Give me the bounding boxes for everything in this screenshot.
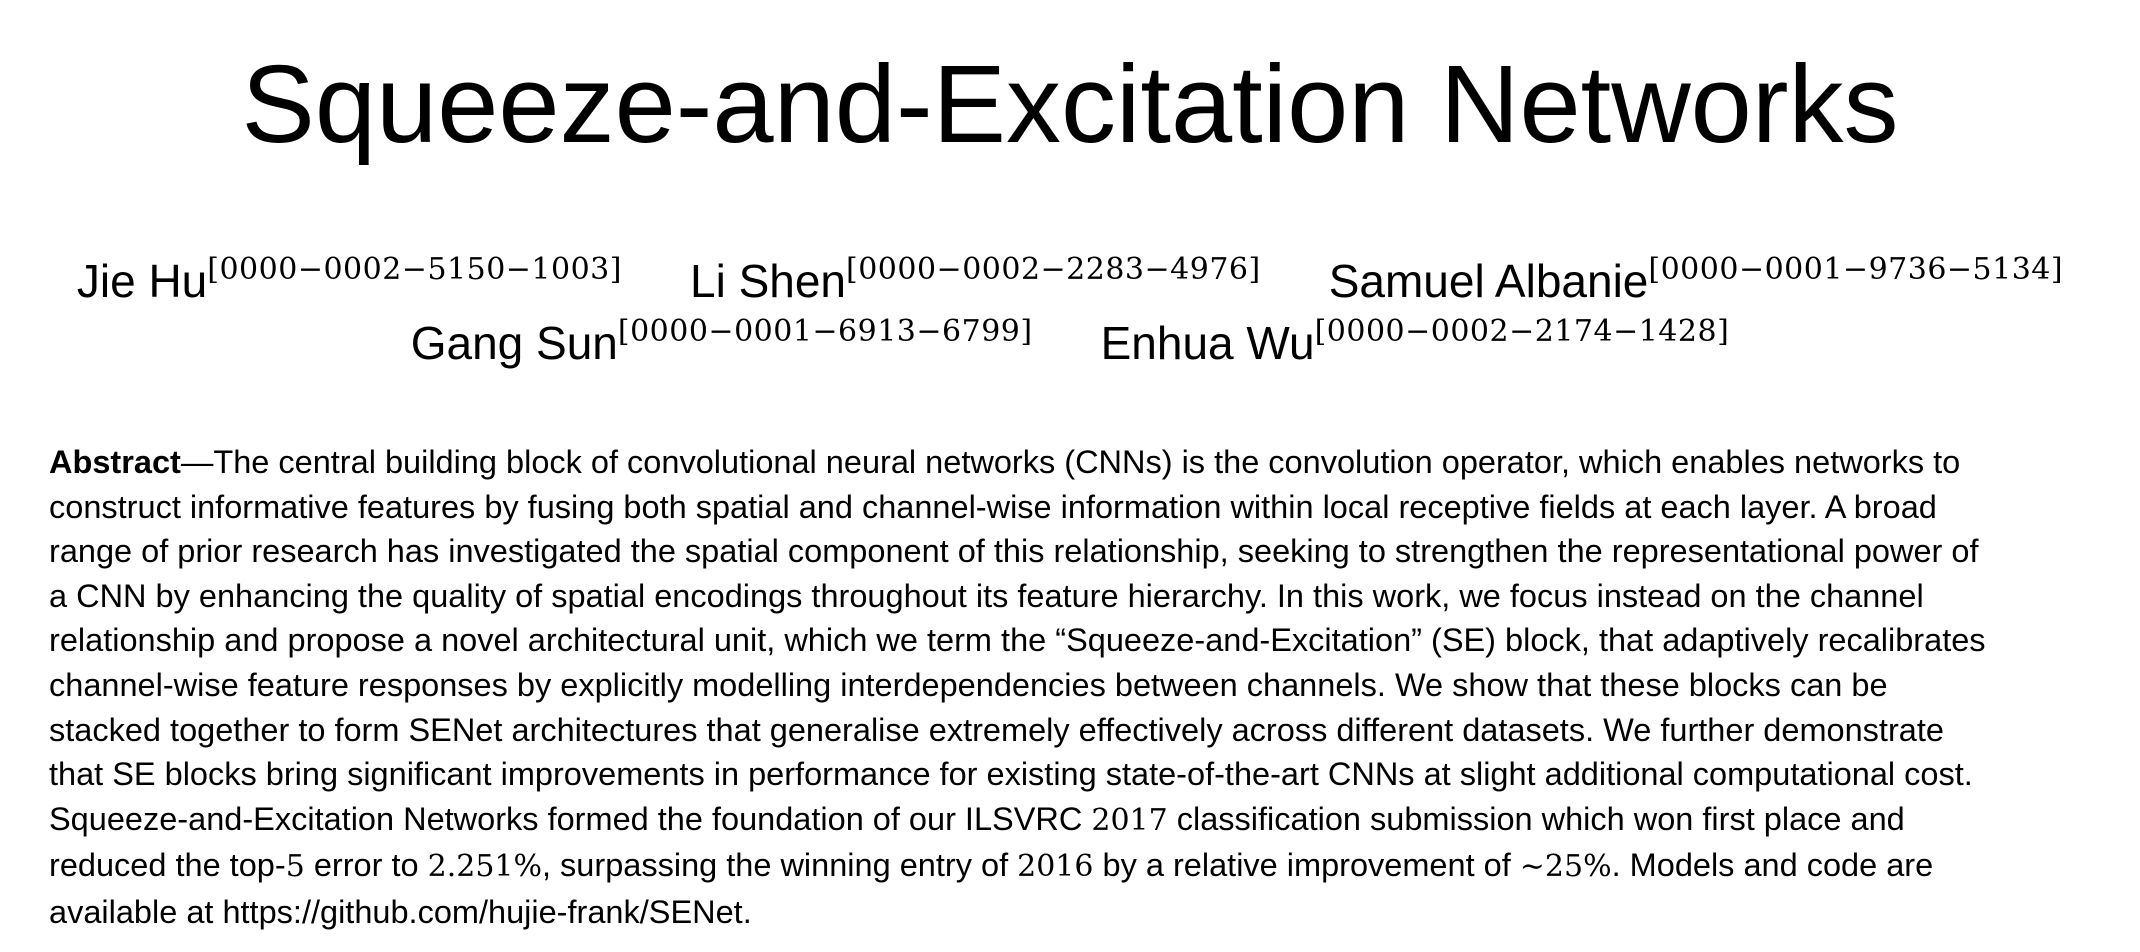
abstract-line: available at https://github.com/hujie-frank/SENet. — [49, 893, 752, 930]
abstract-line — [49, 797, 2109, 844]
abstract-text: . Models and code are — [1611, 847, 1934, 884]
abstract-math-year: 2017 — [1091, 802, 1168, 838]
abstract-line: channel-wise feature responses by explicitly modelling interdependencies between channels. We show that these blocks can be — [49, 666, 1888, 703]
author-orcid: [0000−0002−2283−4976] — [846, 252, 1261, 287]
author-list-row-1 — [0, 240, 2140, 311]
abstract-math-improvement: ∼25% — [1519, 849, 1612, 885]
author-name: Gang Sun — [410, 317, 618, 369]
abstract-line: relationship and propose a novel architectural unit, which we term the “Squeeze-and-Excitation” (SE) block, that adaptively recalibrates — [49, 622, 1986, 659]
author-name: Samuel Albanie — [1328, 255, 1649, 307]
author-orcid: [0000−0001−9736−5134] — [1648, 252, 2064, 287]
abstract-math-year: 2016 — [1017, 849, 1094, 885]
author-name: Li Shen — [689, 255, 846, 307]
author-orcid: [0000−0002−5150−1003] — [207, 252, 622, 287]
abstract-line: that SE blocks bring significant improvements in performance for existing state-of-the-art CNNs at slight additional computational cost. — [49, 756, 1973, 793]
author-name: Enhua Wu — [1100, 317, 1315, 369]
author-samuel-albanie — [1329, 240, 2063, 311]
paper-title: Squeeze-and-Excitation Networks — [241, 43, 1899, 166]
author-name: Jie Hu — [76, 255, 208, 307]
abstract-dash: — — [180, 444, 214, 480]
abstract-line: range of prior research has investigated the spatial component of this relationship, seeking to strengthen the representational power of — [49, 533, 1979, 570]
abstract-line — [49, 440, 2109, 485]
author-orcid: [0000−0001−6913−6799] — [617, 314, 1033, 349]
abstract-line: a CNN by enhancing the quality of spatial encodings throughout its feature hierarchy. In this work, we focus instead on the channel — [49, 577, 1924, 614]
abstract-line: construct informative features by fusing both spatial and channel-wise information within local receptive fields at each layer. A broad — [49, 488, 1937, 525]
abstract-label: Abstract — [49, 444, 181, 480]
author-list-row-2 — [0, 302, 2140, 373]
author-jie-hu — [77, 240, 622, 311]
abstract-line: stacked together to form SENet architectures that generalise extremely effectively across different datasets. We further demonstrate — [49, 711, 1944, 748]
author-gang-sun — [411, 302, 1033, 373]
abstract-text: , surpassing the winning entry of — [542, 847, 1018, 884]
abstract-math-error: 2.251% — [427, 849, 542, 885]
abstract-text: error to — [304, 847, 428, 884]
abstract-text: classification submission which won first place and — [1167, 800, 1905, 837]
abstract-text: Squeeze-and-Excitation Networks formed the foundation of our ILSVRC — [49, 800, 1092, 837]
abstract-text: The central building block of convolutional neural networks (CNNs) is the convolution operator, which enables networks to — [213, 444, 1961, 480]
author-enhua-wu — [1101, 302, 1730, 373]
abstract-text: by a relative improvement of — [1093, 847, 1520, 884]
abstract — [49, 440, 2109, 935]
abstract-line — [49, 843, 2109, 890]
abstract-text: reduced the top- — [49, 847, 286, 884]
author-orcid: [0000−0002−2174−1428] — [1314, 314, 1730, 349]
author-li-shen — [690, 240, 1261, 311]
abstract-math-top: 5 — [285, 849, 305, 885]
